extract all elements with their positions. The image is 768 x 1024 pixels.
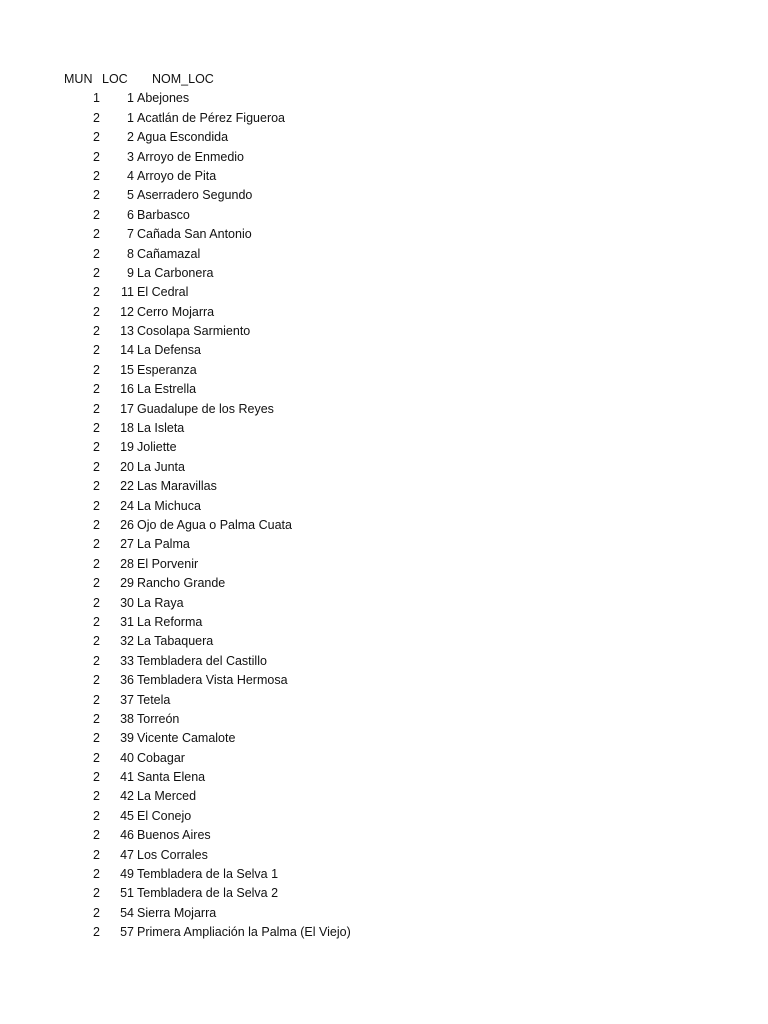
loc-cell: 2 (127, 130, 134, 145)
mun-cell: 2 (93, 731, 100, 746)
mun-cell: 2 (93, 246, 100, 261)
nom-loc-cell: Tembladera de la Selva 2 (137, 886, 279, 901)
table-row (0, 594, 768, 613)
table-row (0, 225, 768, 244)
table-row (0, 768, 768, 787)
table-row (0, 128, 768, 147)
loc-cell: 57 (120, 925, 134, 940)
nom-loc-cell: Rancho Grande (137, 576, 226, 591)
loc-cell: 49 (120, 867, 134, 882)
nom-loc-cell: El Conejo (137, 808, 192, 823)
loc-cell: 36 (120, 673, 134, 688)
loc-cell: 3 (127, 149, 134, 164)
nom-loc-cell: Cerro Mojarra (137, 304, 215, 319)
loc-cell: 4 (127, 168, 134, 183)
table-row (0, 787, 768, 806)
loc-cell: 17 (120, 401, 134, 416)
loc-cell: 51 (120, 886, 134, 901)
nom-loc-cell: Arroyo de Pita (137, 168, 217, 183)
nom-loc-cell: Cosolapa Sarmiento (137, 324, 251, 339)
mun-cell: 2 (93, 634, 100, 649)
table-row (0, 109, 768, 128)
mun-cell: 2 (93, 556, 100, 571)
loc-cell: 9 (127, 265, 134, 280)
mun-cell: 2 (93, 692, 100, 707)
mun-cell: 2 (93, 304, 100, 319)
loc-cell: 29 (120, 576, 134, 591)
nom-loc-cell: La Merced (137, 789, 197, 804)
mun-cell: 2 (93, 362, 100, 377)
table-row (0, 477, 768, 496)
loc-cell: 22 (120, 479, 134, 494)
loc-cell: 1 (127, 91, 134, 106)
loc-cell: 24 (120, 498, 134, 513)
mun-cell: 2 (93, 440, 100, 455)
loc-cell: 40 (120, 750, 134, 765)
mun-cell: 2 (93, 614, 100, 629)
loc-cell: 5 (127, 188, 134, 203)
nom-loc-cell: Tembladera del Castillo (137, 653, 267, 668)
header-nom-loc: NOM_LOC (152, 72, 214, 86)
table-row (0, 846, 768, 865)
nom-loc-cell: La Junta (137, 459, 185, 474)
table-row (0, 380, 768, 399)
table-row (0, 807, 768, 826)
mun-cell: 2 (93, 886, 100, 901)
mun-cell: 2 (93, 653, 100, 668)
loc-cell: 8 (127, 246, 134, 261)
table-row (0, 341, 768, 360)
nom-loc-cell: Joliette (137, 440, 177, 455)
nom-loc-cell: Arroyo de Enmedio (137, 149, 245, 164)
table-row (0, 148, 768, 167)
nom-loc-cell: Cañada San Antonio (137, 227, 252, 242)
mun-cell: 2 (93, 498, 100, 513)
mun-cell: 2 (93, 517, 100, 532)
table-row (0, 438, 768, 457)
nom-loc-cell: Abejones (137, 91, 190, 106)
table-row (0, 574, 768, 593)
table-row (0, 245, 768, 264)
loc-cell: 46 (120, 828, 134, 843)
nom-loc-cell: El Porvenir (137, 556, 199, 571)
mun-cell: 2 (93, 925, 100, 940)
nom-loc-cell: La Michuca (137, 498, 201, 513)
mun-cell: 2 (93, 789, 100, 804)
loc-cell: 28 (120, 556, 134, 571)
mun-cell: 2 (93, 207, 100, 222)
loc-cell: 14 (120, 343, 134, 358)
table-row (0, 710, 768, 729)
nom-loc-cell: Las Maravillas (137, 479, 217, 494)
table-body (0, 89, 768, 942)
mun-cell: 2 (93, 130, 100, 145)
mun-cell: 2 (93, 576, 100, 591)
loc-cell: 1 (127, 110, 134, 125)
loc-cell: 12 (120, 304, 134, 319)
loc-cell: 27 (120, 537, 134, 552)
loc-cell: 45 (120, 808, 134, 823)
mun-cell: 1 (93, 91, 100, 106)
nom-loc-cell: Primera Ampliación la Palma (El Viejo) (137, 925, 351, 940)
nom-loc-cell: El Cedral (137, 285, 189, 300)
mun-cell: 2 (93, 595, 100, 610)
table-row (0, 632, 768, 651)
mun-cell: 2 (93, 808, 100, 823)
loc-cell: 38 (120, 711, 134, 726)
nom-loc-cell: Ojo de Agua o Palma Cuata (137, 517, 292, 532)
loc-cell: 7 (127, 227, 134, 242)
table-row (0, 361, 768, 380)
mun-cell: 2 (93, 673, 100, 688)
table-row (0, 865, 768, 884)
nom-loc-cell: Cañamazal (137, 246, 201, 261)
mun-cell: 2 (93, 265, 100, 280)
mun-cell: 2 (93, 828, 100, 843)
nom-loc-cell: Tembladera de la Selva 1 (137, 867, 279, 882)
table-row (0, 826, 768, 845)
table-row (0, 206, 768, 225)
table-row (0, 264, 768, 283)
loc-cell: 31 (120, 614, 134, 629)
loc-cell: 16 (120, 382, 134, 397)
nom-loc-cell: La Carbonera (137, 265, 214, 280)
mun-cell: 2 (93, 168, 100, 183)
table-row (0, 884, 768, 903)
loc-cell: 33 (120, 653, 134, 668)
table-row (0, 400, 768, 419)
mun-cell: 2 (93, 421, 100, 436)
table-row (0, 923, 768, 942)
nom-loc-cell: Aserradero Segundo (137, 188, 253, 203)
loc-cell: 6 (127, 207, 134, 222)
loc-cell: 41 (120, 770, 134, 785)
loc-cell: 18 (120, 421, 134, 436)
header-loc: LOC (102, 72, 128, 86)
nom-loc-cell: La Estrella (137, 382, 197, 397)
table-row (0, 729, 768, 748)
loc-cell: 47 (120, 847, 134, 862)
table-row (0, 186, 768, 205)
table-row (0, 671, 768, 690)
mun-cell: 2 (93, 479, 100, 494)
nom-loc-cell: Tetela (137, 692, 171, 707)
table-row (0, 535, 768, 554)
nom-loc-cell: Esperanza (137, 362, 197, 377)
mun-cell: 2 (93, 324, 100, 339)
loc-cell: 32 (120, 634, 134, 649)
mun-cell: 2 (93, 770, 100, 785)
table-row (0, 516, 768, 535)
mun-cell: 2 (93, 188, 100, 203)
loc-cell: 15 (120, 362, 134, 377)
table-row (0, 555, 768, 574)
nom-loc-cell: Santa Elena (137, 770, 206, 785)
mun-cell: 2 (93, 905, 100, 920)
mun-cell: 2 (93, 382, 100, 397)
nom-loc-cell: La Raya (137, 595, 184, 610)
loc-cell: 26 (120, 517, 134, 532)
nom-loc-cell: Cobagar (137, 750, 185, 765)
mun-cell: 2 (93, 750, 100, 765)
table-row (0, 322, 768, 341)
table-row (0, 691, 768, 710)
mun-cell: 2 (93, 867, 100, 882)
loc-cell: 19 (120, 440, 134, 455)
nom-loc-cell: Guadalupe de los Reyes (137, 401, 274, 416)
mun-cell: 2 (93, 149, 100, 164)
table-header (0, 70, 768, 89)
mun-cell: 2 (93, 711, 100, 726)
nom-loc-cell: Los Corrales (137, 847, 208, 862)
nom-loc-cell: Barbasco (137, 207, 190, 222)
nom-loc-cell: Buenos Aires (137, 828, 211, 843)
table-row (0, 613, 768, 632)
locality-table (0, 70, 768, 943)
mun-cell: 2 (93, 227, 100, 242)
loc-cell: 13 (120, 324, 134, 339)
nom-loc-cell: La Reforma (137, 614, 203, 629)
table-row (0, 167, 768, 186)
loc-cell: 30 (120, 595, 134, 610)
nom-loc-cell: La Palma (137, 537, 190, 552)
table-row (0, 904, 768, 923)
nom-loc-cell: La Tabaquera (137, 634, 214, 649)
header-mun: MUN (64, 72, 93, 86)
loc-cell: 11 (121, 285, 134, 300)
loc-cell: 54 (120, 905, 134, 920)
nom-loc-cell: La Defensa (137, 343, 201, 358)
nom-loc-cell: Torreón (137, 711, 180, 726)
table-row (0, 458, 768, 477)
nom-loc-cell: Sierra Mojarra (137, 905, 217, 920)
nom-loc-cell: Tembladera Vista Hermosa (137, 673, 288, 688)
mun-cell: 2 (93, 459, 100, 474)
table-row (0, 419, 768, 438)
loc-cell: 42 (120, 789, 134, 804)
mun-cell: 2 (93, 110, 100, 125)
mun-cell: 2 (93, 847, 100, 862)
loc-cell: 39 (120, 731, 134, 746)
nom-loc-cell: Vicente Camalote (137, 731, 236, 746)
mun-cell: 2 (93, 285, 100, 300)
table-row (0, 89, 768, 108)
mun-cell: 2 (93, 343, 100, 358)
nom-loc-cell: La Isleta (137, 421, 185, 436)
nom-loc-cell: Acatlán de Pérez Figueroa (137, 110, 286, 125)
table-row (0, 497, 768, 516)
table-row (0, 652, 768, 671)
table-row (0, 303, 768, 322)
table-row (0, 283, 768, 302)
loc-cell: 37 (120, 692, 134, 707)
mun-cell: 2 (93, 401, 100, 416)
mun-cell: 2 (93, 537, 100, 552)
loc-cell: 20 (120, 459, 134, 474)
table-row (0, 749, 768, 768)
nom-loc-cell: Agua Escondida (137, 130, 229, 145)
